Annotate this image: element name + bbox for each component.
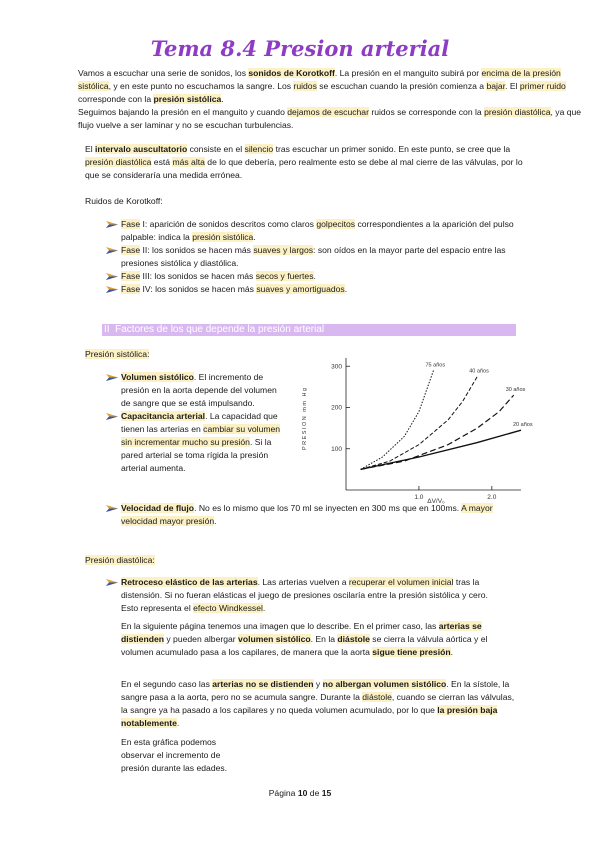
text-run: la presión baja notablemente	[121, 705, 498, 728]
text-run: sigue tiene presión	[372, 647, 451, 657]
text-run: sonidos de Korotkoff	[248, 68, 335, 78]
text-run: presión diastólica	[484, 107, 551, 117]
footer-prefix: Página	[268, 788, 298, 798]
text-run: Retroceso elástico de las arterias	[121, 577, 258, 587]
section-title: Factores de los que depende la presión arterial	[115, 324, 325, 335]
text-run: Capacitancia arterial	[121, 411, 206, 421]
text-run: más alta	[172, 157, 205, 167]
text-run: III: los sonidos se hacen más	[140, 271, 256, 281]
section-number: II	[104, 324, 110, 335]
text-run: .	[344, 284, 348, 294]
list-item	[106, 283, 516, 296]
arrow-bullet-icon	[106, 502, 118, 515]
y-tick-label: 200	[331, 404, 342, 412]
list-item	[106, 270, 516, 283]
text-run: primer ruido	[519, 81, 566, 91]
text-run: Vamos a escuchar una serie de sonidos, los	[78, 68, 249, 78]
text-run: . Las arterias vuelven a	[257, 577, 349, 587]
text-run: arterias no se distienden	[212, 679, 314, 689]
diastolic-paragraph-1	[121, 620, 516, 659]
text-run: El	[85, 144, 96, 154]
korotkoff-heading: Ruidos de Korotkoff:	[85, 196, 163, 206]
series-line	[361, 377, 478, 470]
text-run: Fase	[121, 271, 141, 281]
page-title: Tema 8.4 Presion arterial	[150, 36, 450, 61]
text-run: volumen sistólico	[238, 634, 311, 644]
systolic-heading	[85, 348, 149, 361]
text-run: Presión diastólica:	[85, 555, 155, 565]
text-run: tras escuchar un primer sonido. En este punto, se cree que la	[273, 144, 511, 154]
intro-paragraph-1	[78, 67, 586, 106]
chart-axes	[331, 358, 521, 501]
text-run: diástole	[362, 692, 392, 702]
footer-separator: de	[307, 788, 322, 798]
text-run: En el segundo caso las	[121, 679, 213, 689]
text-run: y pueden albergar	[163, 634, 239, 644]
list-item	[106, 218, 516, 244]
text-run: corresponde con la	[78, 94, 154, 104]
section-heading	[102, 324, 516, 336]
text-run: no albergan volumen sistólico	[322, 679, 447, 689]
text-run: .	[221, 94, 224, 104]
arrow-bullet-icon	[106, 218, 118, 231]
text-run: . En la	[310, 634, 338, 644]
text-run: Fase	[121, 284, 141, 294]
text-run: .	[313, 271, 316, 281]
text-run: presión diastólica	[85, 157, 152, 167]
text-run: silencio	[244, 144, 274, 154]
list-item	[106, 410, 286, 475]
pressure-volume-chart	[296, 350, 533, 510]
text-run: . La capacidad que tienen las arterias en	[121, 411, 278, 434]
intro-paragraph-2	[78, 106, 586, 132]
footer-page-number: 10	[297, 788, 308, 798]
text-run: recuperar el volumen inicial	[348, 577, 454, 587]
text-run: IV: los sonidos se hacen más	[140, 284, 257, 294]
text-run: II: los sonidos se hacen más	[140, 245, 254, 255]
series-label: 75 años	[425, 362, 446, 369]
text-run: secos y fuertes	[255, 271, 314, 281]
series-label: 30 años	[505, 387, 526, 394]
text-run: golpecitos	[316, 219, 356, 229]
text-run: está	[151, 157, 173, 167]
text-run: dejamos de escuchar	[287, 107, 369, 117]
text-run: presión sistólica	[192, 232, 254, 242]
text-run: y	[313, 679, 323, 689]
footer-total-pages: 15	[321, 788, 332, 798]
text-run: En la siguiente página tenemos una imagen que lo describe. En el primer caso, las	[121, 621, 437, 631]
text-run: .	[253, 232, 256, 242]
text-run: .	[214, 516, 217, 526]
text-line: En esta gráfica podemos	[121, 737, 217, 747]
text-run: , y en este punto no escuchamos la sangre. Los	[108, 81, 294, 91]
list-item	[106, 244, 516, 270]
arrow-bullet-icon	[106, 283, 118, 296]
text-run: efecto Windkessel	[193, 603, 263, 613]
text-run: , ya que flujo vuelve a ser laminar y no se escuchan turbulencias.	[78, 107, 582, 130]
text-run: cambiar su volumen sin incrementar mucho su presión	[121, 424, 281, 447]
text-run: Seguimos bajando la presión en el manguito y cuando	[78, 107, 288, 117]
text-run: . No es lo mismo que los 70 ml se inyecten en 300 ms que en 100ms.	[194, 503, 462, 513]
text-run: correspondientes a la aparición del pulso palpable: indica la	[121, 219, 514, 242]
arrow-bullet-icon	[106, 244, 118, 257]
text-run: encima de la presión sistólica	[78, 68, 561, 91]
series-line	[361, 395, 514, 469]
text-run: .	[262, 603, 266, 613]
arrow-bullet-icon	[106, 270, 118, 283]
y-tick-label: 300	[331, 363, 342, 371]
text-run: . El	[505, 81, 520, 91]
arrow-bullet-icon	[106, 410, 118, 423]
series-label: 20 años	[513, 422, 533, 429]
text-run: .	[450, 647, 453, 657]
diastolic-heading	[85, 554, 155, 567]
text-run: Fase	[121, 219, 141, 229]
text-run: . En la sístole, la sangre pasa a la aorta, pero no se acumula sangre. Durante la	[121, 679, 510, 702]
text-line: observar el incremento de	[121, 750, 221, 760]
chart-ylabel: PRESION mm Hg	[302, 386, 308, 450]
intro-text	[78, 67, 586, 132]
arrow-bullet-icon	[106, 371, 118, 384]
text-run: intervalo auscultatorio	[95, 144, 188, 154]
text-run: . La presión en el manguito subirá por	[334, 68, 482, 78]
text-run: Presión sistólica:	[85, 349, 150, 359]
phase-list	[106, 218, 516, 296]
diastolic-list	[106, 576, 506, 615]
diastolic-paragraph-3	[121, 736, 321, 775]
text-run: , cuando se cierran las válvulas, la sangre ya ha pasado a los capilares y no queda volumen acumulado, por lo que	[121, 692, 515, 715]
systolic-list	[106, 371, 286, 475]
text-run: I: aparición de sonidos descritos como claros	[140, 219, 317, 229]
list-item	[106, 576, 506, 615]
text-run: suaves y largos	[253, 245, 314, 255]
text-run: Velocidad de flujo	[121, 503, 195, 513]
text-run: diástole	[337, 634, 370, 644]
series-line	[361, 430, 521, 469]
text-run: se cierra la válvula aórtica y el volumen acumulado pasa a los capilares, de manera que la aorta	[121, 634, 488, 657]
text-run: se escuchan cuando la presión comienza a	[316, 81, 487, 91]
arrow-bullet-icon	[106, 576, 118, 589]
text-run: presión sistólica	[153, 94, 222, 104]
text-run: Volumen sistólico	[121, 372, 194, 382]
auscultatory-paragraph	[85, 143, 525, 182]
text-run: .	[176, 718, 180, 728]
text-run: Fase	[121, 245, 141, 255]
text-run: bajar	[486, 81, 506, 91]
text-run: ruidos	[293, 81, 317, 91]
text-run: arterias se distienden	[121, 621, 482, 644]
x-tick-label: 2.0	[487, 494, 497, 501]
text-run: tras la distensión. Si no fueran elásticas el juego de presiones oscilaría entre la presión sistólica y cero. Esto representa el	[121, 577, 488, 613]
page-footer	[0, 787, 600, 800]
list-item	[106, 371, 286, 410]
y-tick-label: 100	[331, 445, 342, 453]
series-label: 40 años	[469, 368, 489, 375]
text-run: suaves y amortiguados	[256, 284, 345, 294]
text-run: : son oídos en la mayor parte del espacio entre las presiones sistólica y diastólica.	[121, 245, 506, 268]
text-run: consiste en el	[187, 144, 245, 154]
text-run: . Si la pared arterial se toma rígida la presión arterial aumenta.	[121, 437, 272, 473]
x-tick-label: 1.0	[414, 494, 424, 501]
text-run: de lo que debería, pero realmente esto se debe al mal cierre de las válvulas, por lo que se consideraría una medida errónea.	[85, 157, 523, 180]
text-line: presión durante las edades.	[121, 763, 228, 773]
text-run: . El incremento de presión en la aorta depende del volumen de sangre que se está impulsando.	[121, 372, 277, 408]
text-run: A mayor velocidad mayor presión	[121, 503, 493, 526]
chart-xlabel: ΔV/V₀	[427, 498, 445, 505]
diastolic-paragraph-2	[121, 678, 516, 730]
chart-series	[361, 362, 533, 469]
text-run: ruidos se corresponde con la	[368, 107, 485, 117]
